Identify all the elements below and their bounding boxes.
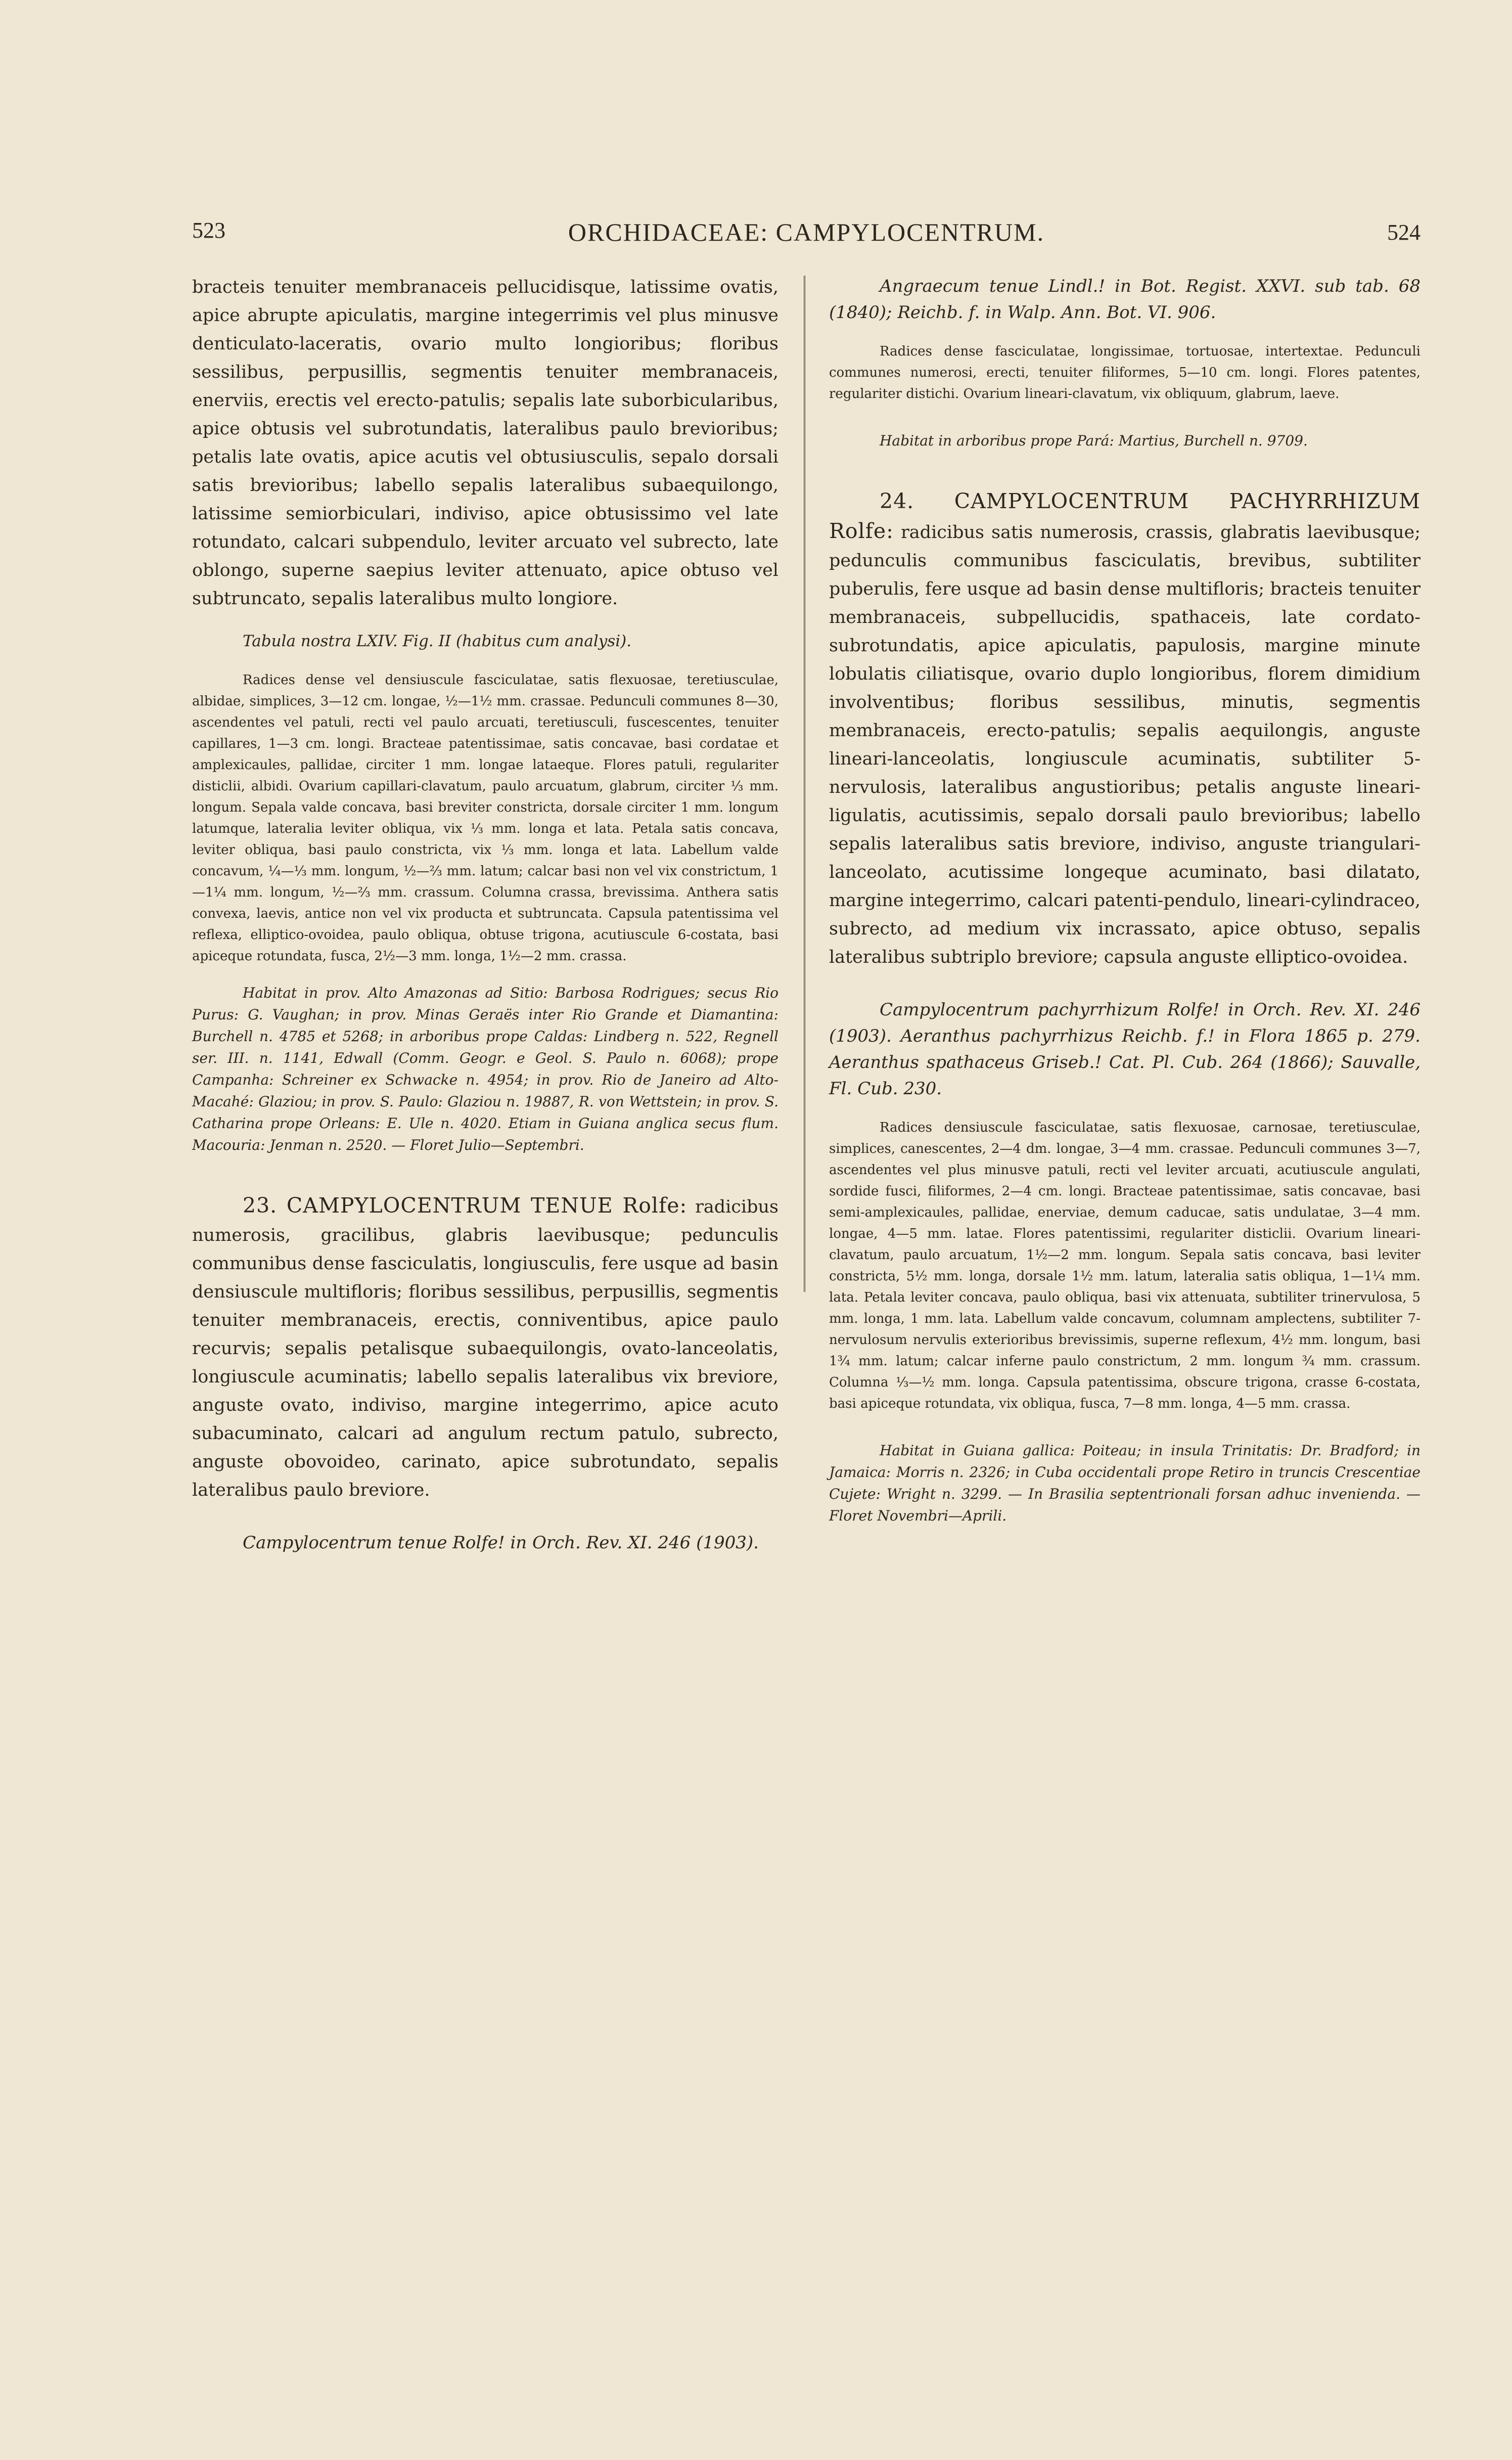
- page-number-left: 523: [192, 218, 225, 243]
- running-title: ORCHIDACEAE: CAMPYLOCENTRUM.: [568, 218, 1045, 246]
- species-23-description: Radices dense fasciculatae, longissimae, tortuosae, intertextae. Pedunculi communes numerosi, erecti, tenuiter filiformes, 5—10 cm. longi. Flores patentes, regulariter distichi. Ovarium lineari-clavatum, vix obliquum, glabrum, laeve.: [829, 344, 1421, 401]
- species-23-diagnosis: [192, 1191, 778, 1504]
- species-24-diagnosis: [829, 487, 1421, 971]
- plate-reference: Tabula nostra LXIV. Fig. II (habitus cum analysi).: [243, 632, 632, 650]
- column-divider: [804, 276, 805, 1292]
- species-23-synonym-citation: Angraecum tenue Lindl.! in Bot. Regist. XXVI. sub tab. 68 (1840); Reichb. f. in Walp. Ann. Bot. VI. 906.: [829, 276, 1421, 323]
- page-header: [192, 217, 1421, 253]
- page-number-right: 524: [1387, 220, 1421, 245]
- species-23-text: radicibus numerosis, gracilibus, glabris laevibusque; pedunculis communibus dense fasciculatis, longiusculis, fere usque ad basin densiuscule multifloris; floribus sessilibus, perpusillis, segmentis tenuiter membranaceis, erectis, conniventibus, apice paulo recurvis; sepalis petalisque subaequilongis, ovato-lanceolatis, longiuscule acuminatis; labello sepalis lateralibus vix breviore, anguste ovato, indiviso, margine integerrimo, apice acuto subacuminato, calcari ad angulum rectum patulo, subrecto, anguste obovoideo, carinato, apice subrotundato, sepalis lateralibus paulo breviore.: [192, 1197, 778, 1500]
- right-column: [829, 273, 1421, 1527]
- species-22-habitat: Habitat in prov. Alto Amazonas ad Sitio: Barbosa Rodrigues; secus Rio Purus: G. Vaughan; in prov. Minas Geraës inter Rio Grande et Diamantina: Burchell n. 4785 et 5268; in arboribus prope Caldas: Lindberg n. 522, Regnell ser. III. n. 1141, Edwall (Comm. Geogr. e Geol. S. Paulo n. 6068); prope Campanha: Schreiner ex Schwacke n. 4954; in prov. Rio de Janeiro ad Alto-Macahé: Glaziou; in prov. S. Paulo: Glaziou n. 19887, R. von Wettstein; in prov. S. Catharina prope Orleans: E. Ule n. 4020. Etiam in Guiana anglica secus flum. Macouria: Jenman n. 2520. — Floret Julio—Septembri.: [192, 985, 778, 1153]
- left-column: [192, 273, 778, 1556]
- species-24-habitat: Habitat in Guiana gallica: Poiteau; in insula Trinitatis: Dr. Bradford; in Jamaica: Morris n. 2326; in Cuba occidentali prope Retiro in truncis Crescentiae Cujete: Wright n. 3299. — In Brasilia septentrionali forsan adhuc invenienda. — Floret Novembri—Aprili.: [829, 1442, 1421, 1524]
- species-22-description: Radices dense vel densiuscule fasciculatae, satis flexuosae, teretiusculae, albidae, simplices, 3—12 cm. longae, ½—1½ mm. crassae. Pedunculi communes 8—30, ascendentes vel patuli, recti vel paulo arcuati, teretiusculi, fuscescentes, tenuiter capillares, 1—3 cm. longi. Bracteae patentissimae, satis concavae, basi cordatae et amplexicaules, pallidae, circiter 1 mm. longae lataeque. Flores patuli, regulariter disticlii, albidi. Ovarium capillari-clavatum, paulo arcuatum, glabrum, circiter ⅓ mm. longum. Sepala valde concava, basi breviter constricta, dorsale circiter 1 mm. longum latumque, lateralia leviter obliqua, vix ⅓ mm. longa et lata. Petala satis concava, leviter obliqua, basi paulo constricta, vix ⅓ mm. longa et lata. Labellum valde concavum, ¼—⅓ mm. longum, ½—⅔ mm. latum; calcar basi non vel vix constrictum, 1—1¼ mm. longum, ½—⅔ mm. crassum. Columna crassa, brevissima. Anthera satis convexa, laevis, antice non vel vix producta et subtruncata. Capsula patentissima vel reflexa, elliptico-ovoidea, paulo obliqua, obtuse trigona, acutiuscule 6-costata, basi apiceque rotundata, fusca, 2½—3 mm. longa, 1½—2 mm. crassa.: [192, 673, 778, 964]
- species-24-citation: Campylocentrum pachyrrhizum Rolfe! in Orch. Rev. XI. 246 (1903). Aeranthus pachyrrhizus Reichb. f.! in Flora 1865 p. 279. Aeranthus spathaceus Griseb.! Cat. Pl. Cub. 264 (1866); Sauvalle, Fl. Cub. 230.: [829, 1000, 1421, 1099]
- species-23-habitat: Habitat in arboribus prope Pará: Martius, Burchell n. 9709.: [880, 432, 1308, 449]
- species-24-description: Radices densiuscule fasciculatae, satis flexuosae, carnosae, teretiusculae, simplices, canescentes, 2—4 dm. longae, 3—4 mm. crassae. Pedunculi communes 3—7, ascendentes vel plus minusve patuli, recti vel leviter arcuati, acutiuscule angulati, sordide fusci, filiformes, 2—4 cm. longi. Bracteae patentissimae, satis concavae, basi semi-amplexicaules, pallidae, enerviae, demum caducae, satis undulatae, 3—4 mm. longae, 4—5 mm. latae. Flores patentissimi, regulariter disticlii. Ovarium lineari-clavatum, paulo arcuatum, 1½—2 mm. longum. Sepala satis concava, basi leviter constricta, 5½ mm. longa, dorsale 1½ mm. latum, lateralia satis obliqua, 1—1¼ mm. lata. Petala leviter concava, paulo obliqua, basi vix attenuata, subtiliter trinervulosa, 5 mm. longa, 1 mm. lata. Labellum valde concavum, columnam amplectens, subtiliter 7-nervulosum nervulis exterioribus brevissimis, superne reflexum, 4½ mm. longum, basi 1¾ mm. latum; calcar inferne paulo constrictum, 2 mm. longum ¾ mm. crassum. Columna ⅓—½ mm. longa. Capsula patentissima, obscure trigona, crasse 6-costata, basi apiceque rotundata, vix obliqua, fusca, 7—8 mm. longa, 4—5 mm. crassa.: [829, 1120, 1421, 1411]
- species-24-heading: 24. CAMPYLOCENTRUM PACHYRRHIZUM Rolfe:: [829, 489, 1421, 543]
- species-24-text: radicibus satis numerosis, crassis, glabratis laevibusque; pedunculis communibus fasciculatis, brevibus, subtiliter puberulis, fere usque ad basin dense multifloris; bracteis tenuiter membranaceis, subpellucidis, spathaceis, late cordato-subrotundatis, apice apiculatis, papulosis, margine minute lobulatis ciliatisque, ovario duplo longioribus, florem dimidium involventibus; floribus sessilibus, minutis, segmentis membranaceis, erecto-patulis; sepalis aequilongis, anguste lineari-lanceolatis, longiuscule acuminatis, subtiliter 5-nervulosis, lateralibus angustioribus; petalis anguste lineari-ligulatis, acutissimis, sepalo dorsali paulo brevioribus; labello sepalis lateralibus satis breviore, indiviso, anguste triangulari-lanceolato, acutissime longeque acuminato, basi dilatato, margine integerrimo, calcari patenti-pendulo, lineari-cylindraceo, subrecto, ad medium vix incrassato, apice obtuso, sepalis lateralibus subtriplo breviore; capsula anguste elliptico-ovoidea.: [829, 522, 1421, 967]
- species-23-citation: Campylocentrum tenue Rolfe! in Orch. Rev. XI. 246 (1903).: [243, 1533, 759, 1553]
- species-23-heading: 23. CAMPYLOCENTRUM TENUE Rolfe:: [243, 1193, 688, 1218]
- species-22-diagnosis-continued: bracteis tenuiter membranaceis pellucidisque, latissime ovatis, apice abrupte apiculatis, margine integerrimis vel plus minusve denticulato-laceratis, ovario multo longioribus; floribus sessilibus, perpusillis, segmentis tenuiter membranaceis, enerviis, erectis vel erecto-patulis; sepalis late suborbicularibus, apice obtusis vel subrotundatis, lateralibus paulo brevioribus; petalis late ovatis, apice acutis vel obtusiusculis, sepalo dorsali satis brevioribus; labello sepalis lateralibus subaequilongo, latissime semiorbiculari, indiviso, apice obtusissimo vel late rotundato, calcari subpendulo, leviter arcuato vel subrecto, late oblongo, superne saepius leviter attenuato, apice obtuso vel subtruncato, sepalis lateralibus multo longiore.: [192, 277, 778, 609]
